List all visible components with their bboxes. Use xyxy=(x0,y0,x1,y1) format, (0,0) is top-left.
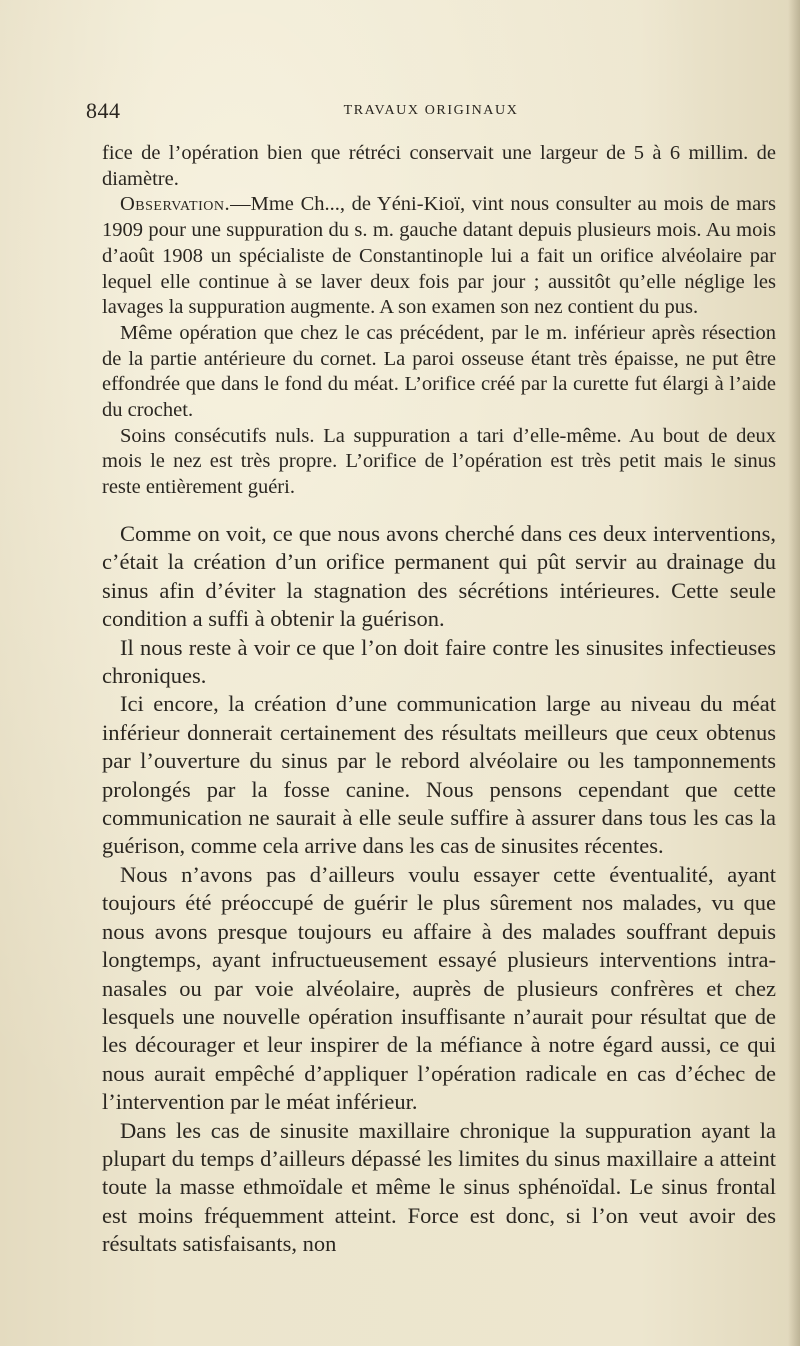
main-text-section xyxy=(102,520,776,1259)
paragraph-drainage: Comme on voit, ce que nous avons cherché dans ces deux interventions, c’était la création d’un orifice permanent qui pût servir au drainage du sinus afin d’éviter la stagnation des sécrétions intérieures. Cette seule condition a suffi à obtenir la guérison. xyxy=(102,521,776,632)
page-number: 844 xyxy=(86,98,121,123)
page-edge-shadow xyxy=(788,0,800,1346)
paragraph-eventualite: Nous n’avons pas d’ailleurs voulu essayer cette éventualité, ayant toujours été préoccupé de guérir le plus sûrement nos malades, vu que nous avons presque toujours eu affaire à des malades souffrant depuis longtemps, ayant infructueusement essayé plusieurs interventions intra-nasales ou par voie alvéolaire, auprès de plusieurs confrères et chez lesquels une nouvelle opération insuffisante n’aurait pour résultat que de les décourager et leur inspirer de la méfiance à notre égard aussi, ce qui nous aurait empêché d’appliquer l’opération radicale en cas d’échec de l’intervention par le méat inférieur. xyxy=(102,861,776,1115)
page-header xyxy=(86,98,776,128)
paragraph-sinusites-chroniques: Il nous reste à voir ce que l’on doit faire contre les sinusites infectieuses chroniques. xyxy=(102,634,776,689)
observation-text: —Mme Ch..., de Yéni-Kioï, vint nous consulter au mois de mars 1909 pour une suppuration du s. m. gauche datant depuis plusieurs mois. Au mois d’août 1908 un spécialiste de Constantinople lui a fait un orifice alvéolaire par lequel elle continue à se laver deux fois par jour ; aussitôt qu’elle néglige les lavages la suppuration augmente. A son examen son nez contient du pus. xyxy=(102,193,776,319)
paragraph-soins: Soins consécutifs nuls. La suppuration a tari d’elle-même. Au bout de deux mois le nez est très propre. L’orifice de l’opération est très petit mais le sinus reste entièrement guéri. xyxy=(102,424,776,499)
paragraph-observation xyxy=(102,192,776,321)
observation-label: Observation. xyxy=(120,193,231,216)
paragraph-operation: Même opération que chez le cas précédent, par le m. inférieur après résection de la partie antérieure du cornet. La paroi osseuse étant très épaisse, ne put être effondrée que dans le fond du méat. L’orifice créé par la curette fut élargi à l’aide du crochet. xyxy=(102,321,776,422)
paragraph-communication: Ici encore, la création d’une communication large au niveau du méat inférieur donnerait certainement des résultats meilleurs que ceux obtenus par l’ouverture du sinus par le rebord alvéolaire ou les tamponnements prolongés par la fosse canine. Nous pensons cependant que cette communication ne saurait à elle seule suffire à assurer dans tous les cas la guérison, comme cela arrive dans les cas de sinusites récentes. xyxy=(102,691,776,859)
small-print-section xyxy=(102,141,776,501)
paragraph-continuation: fice de l’opération bien que rétréci conservait une largeur de 5 à 6 millim. de diamètre. xyxy=(102,142,776,190)
paragraph-sinusite-maxillaire: Dans les cas de sinusite maxillaire chronique la suppuration ayant la plupart du temps d’ailleurs dépassé les limites du sinus maxillaire a atteint toute la masse ethmoïdale et même le sinus sphénoïdal. Le sinus frontal est moins fréquemment atteint. Force est donc, si l’on veut avoir des résultats satisfaisants, non xyxy=(102,1117,776,1257)
running-title: TRAVAUX ORIGINAUX xyxy=(343,103,519,118)
